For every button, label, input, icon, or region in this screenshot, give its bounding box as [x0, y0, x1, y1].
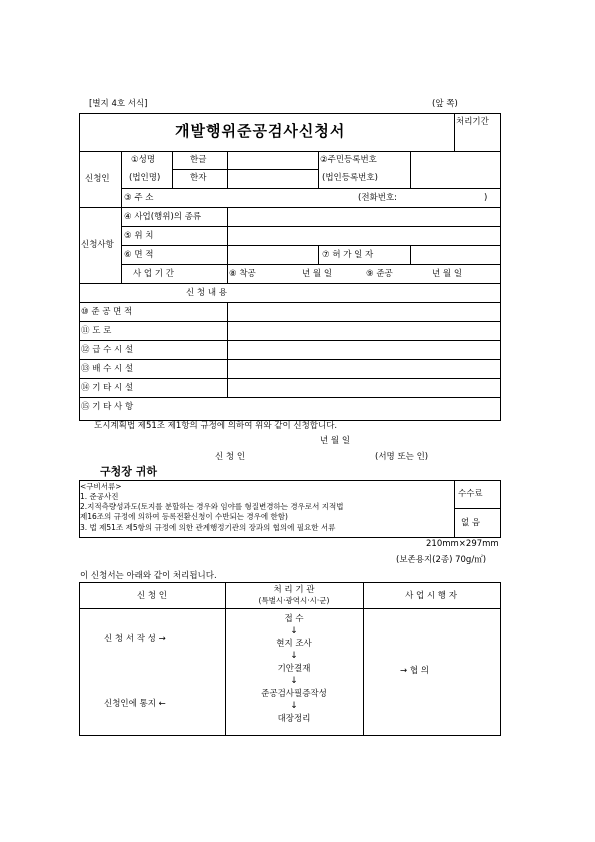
location-field[interactable]: [228, 228, 499, 244]
rrn-field[interactable]: [411, 152, 499, 187]
step-write-application: 신 청 서 작 성 →: [104, 634, 166, 644]
doc-item: 3. 법 제51조 제5항의 규정에 의한 관계행정기관의 장과의 협의에 필요한 서류: [80, 523, 336, 532]
hangul-name-field[interactable]: [228, 152, 317, 168]
permit-date-field[interactable]: [411, 247, 499, 263]
fee-value: 없 음: [461, 518, 481, 528]
step-notify-applicant: 신청인에 통지 ←: [104, 699, 166, 709]
detail-field[interactable]: [228, 361, 499, 377]
phone-close: ): [484, 193, 488, 203]
applicant-section-label: 신청인: [85, 174, 110, 184]
paper-quality: (보존용지(2종) 70g/㎡): [396, 555, 487, 565]
down-arrow-icon: ↓: [290, 651, 298, 661]
step-site-survey: 현지 조사: [276, 639, 312, 649]
items-section-label: 신청사항: [81, 240, 114, 250]
area-field[interactable]: [228, 247, 317, 263]
docs-title: <구비서류>: [80, 482, 122, 491]
corp-name-label: (법인명): [129, 173, 161, 183]
step-receipt: 접 수: [284, 614, 304, 624]
rrn-label: ②주민등록번호: [320, 155, 377, 165]
step-consultation: → 협 의: [400, 666, 429, 676]
sign-note: (서명 또는 인): [375, 452, 429, 462]
step-ledger: 대장정리: [277, 714, 311, 724]
detail-row-label: ⑩ 준 공 면 적: [81, 307, 133, 317]
detail-field[interactable]: [228, 304, 499, 320]
hanja-label: 한자: [190, 173, 207, 183]
hanja-name-field[interactable]: [228, 170, 317, 187]
start-ymd: 년 월 일: [302, 269, 333, 279]
detail-row-label: ⑮ 기 타 사 항: [81, 402, 134, 412]
statement-text: 도시계획법 제51조 제1항의 규정에 의하여 위와 같이 신청합니다.: [94, 421, 338, 431]
process-intro: 이 신청서는 아래와 같이 처리됩니다.: [80, 571, 217, 581]
doc-item: 1. 준공사진: [80, 492, 119, 501]
process-applicant-header: 신 청 인: [136, 591, 168, 601]
hangul-label: 한글: [190, 155, 207, 165]
step-approval: 기안결재: [277, 664, 311, 674]
page-side: (앞 쪽): [432, 99, 458, 109]
date-line: 년 월 일: [320, 436, 351, 446]
detail-field[interactable]: [228, 323, 499, 339]
form-title: 개발행위준공검사신청서: [175, 122, 346, 140]
detail-row-label: ⑪ 도 로: [81, 326, 112, 336]
work-type-label: ④ 사업(행위)의 종류: [124, 212, 202, 222]
detail-field[interactable]: [228, 342, 499, 358]
detail-field[interactable]: [228, 380, 499, 396]
end-ymd: 년 월 일: [432, 269, 463, 279]
detail-row-label: ⑬ 배 수 시 설: [81, 364, 134, 374]
step-certificate: 준공검사필증작성: [261, 689, 327, 699]
address-label: ③ 주 소: [124, 193, 154, 203]
detail-field[interactable]: [228, 399, 499, 418]
work-type-field[interactable]: [228, 209, 499, 225]
down-arrow-icon: ↓: [290, 626, 298, 636]
down-arrow-icon: ↓: [290, 676, 298, 686]
area-label: ⑥ 면 적: [124, 250, 154, 260]
fee-label: 수수료: [458, 489, 483, 499]
detail-row-label: ⑫ 급 수 시 설: [81, 345, 134, 355]
phone-label: (전화번호:: [358, 193, 398, 203]
corp-number-label: (법인등록번호): [322, 173, 378, 183]
process-agency-subheader: (특별시·광역시·시·군): [258, 596, 330, 605]
address-field[interactable]: [240, 190, 350, 205]
process-agency-header: 처 리 기 관: [273, 585, 315, 595]
paper-size: 210mm×297mm: [426, 539, 499, 549]
name-label: ①성명: [131, 155, 156, 165]
down-arrow-icon: ↓: [290, 701, 298, 711]
location-label: ⑤ 위 치: [124, 231, 154, 241]
applicant-sign-label: 신 청 인: [215, 452, 246, 462]
form-number: [별지 4호 서식]: [89, 99, 148, 109]
process-implementer-header: 사 업 시 행 자: [405, 591, 457, 601]
period-label: 사 업 기 간: [133, 269, 174, 279]
doc-item: 제16조의 규정에 의하여 등록전환신청이 수반되는 경우에 한함): [80, 512, 288, 521]
details-header: 신 청 내 용: [186, 288, 227, 298]
start-label: ⑧ 착공: [229, 269, 256, 279]
doc-item: 2.지적측량성과도(토지를 분할하는 경우와 임야를 형질변경하는 경우로서 지적법: [80, 502, 344, 511]
end-label: ⑨ 준공: [366, 269, 393, 279]
addressee: 구청장 귀하: [100, 465, 157, 478]
detail-row-label: ⑭ 기 타 시 설: [81, 383, 134, 393]
permit-date-label: ⑦ 허 가 일 자: [322, 250, 374, 260]
processing-period-label: 처리기간: [456, 117, 489, 127]
